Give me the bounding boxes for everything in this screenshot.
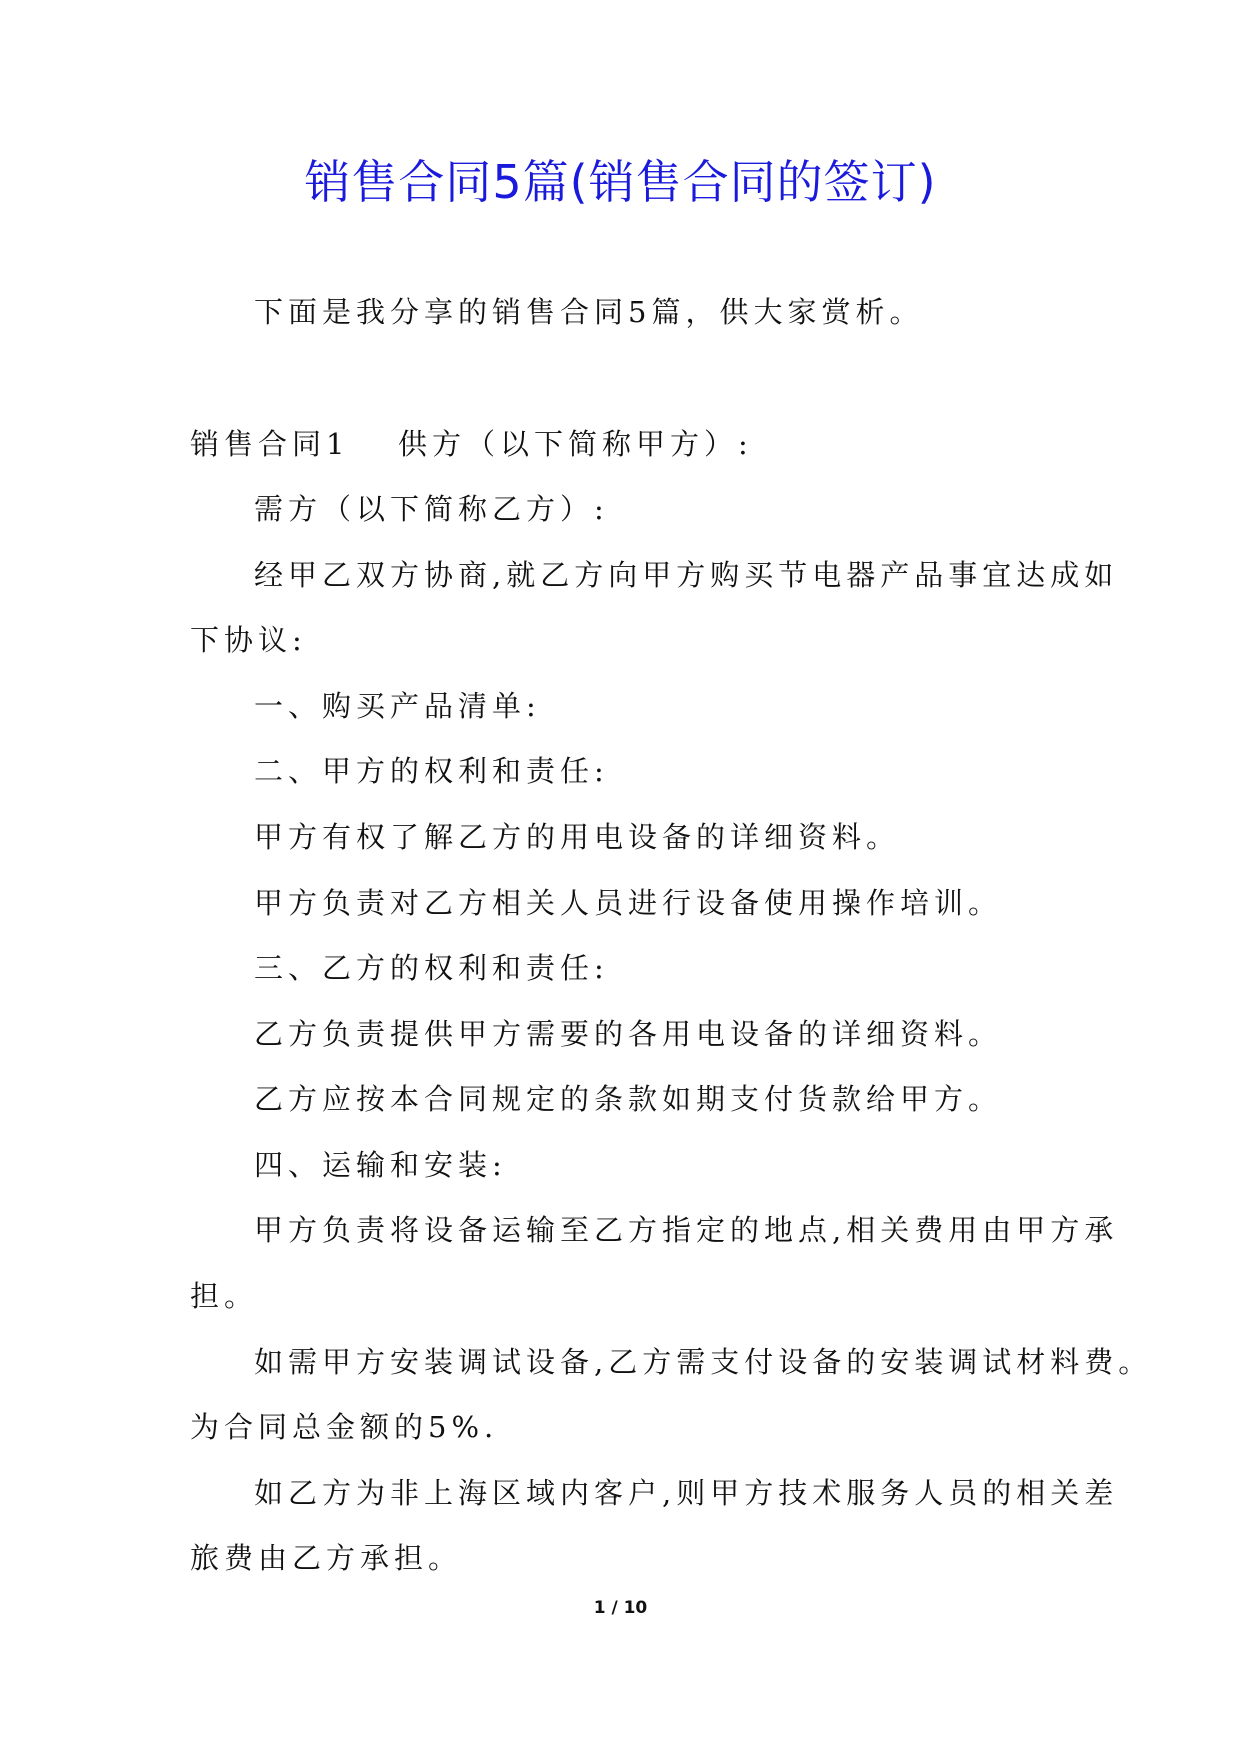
section-4-paragraph-3-line-2: 旅费由乙方承担。 [190, 1541, 463, 1575]
buyer-line: 需方（以下简称乙方）: [254, 492, 609, 526]
section-2-paragraph-2: 甲方负责对乙方相关人员进行设备使用操作培训。 [254, 886, 1003, 920]
section-3-paragraph-1: 乙方负责提供甲方需要的各用电设备的详细资料。 [254, 1017, 1003, 1051]
section-3-paragraph-2: 乙方应按本合同规定的条款如期支付货款给甲方。 [254, 1082, 1003, 1116]
section-4-paragraph-2-line-1: 如需甲方安装调试设备,乙方需支付设备的安装调试材料费。 [254, 1345, 1153, 1379]
contract-heading: 销售合同1 [190, 427, 350, 461]
section-heading-2: 二、甲方的权利和责任: [254, 754, 609, 788]
section-4-paragraph-2-line-2: 为合同总金额的5%. [190, 1410, 499, 1444]
section-4-paragraph-3-line-1: 如乙方为非上海区域内客户,则甲方技术服务人员的相关差 [254, 1476, 1119, 1510]
section-heading-3: 三、乙方的权利和责任: [254, 951, 609, 985]
section-4-paragraph-1-line-1: 甲方负责将设备运输至乙方指定的地点,相关费用由甲方承 [254, 1213, 1119, 1247]
section-2-paragraph-1: 甲方有权了解乙方的用电设备的详细资料。 [254, 820, 901, 854]
section-heading-4: 四、运输和安装: [254, 1148, 507, 1182]
section-heading-1: 一、购买产品清单: [254, 689, 541, 723]
document-title: 销售合同5篇(销售合同的签订) [304, 155, 937, 209]
intro-paragraph: 下面是我分享的销售合同5篇，供大家赏析。 [254, 295, 924, 329]
agreement-paragraph-line-1: 经甲乙双方协商,就乙方向甲方购买节电器产品事宜达成如 [254, 558, 1119, 592]
page-number: 1 / 10 [593, 1598, 648, 1618]
agreement-paragraph-line-2: 下协议: [190, 623, 307, 657]
supplier-line: 供方（以下简称甲方）: [398, 427, 753, 461]
section-4-paragraph-1-line-2: 担。 [190, 1279, 259, 1313]
